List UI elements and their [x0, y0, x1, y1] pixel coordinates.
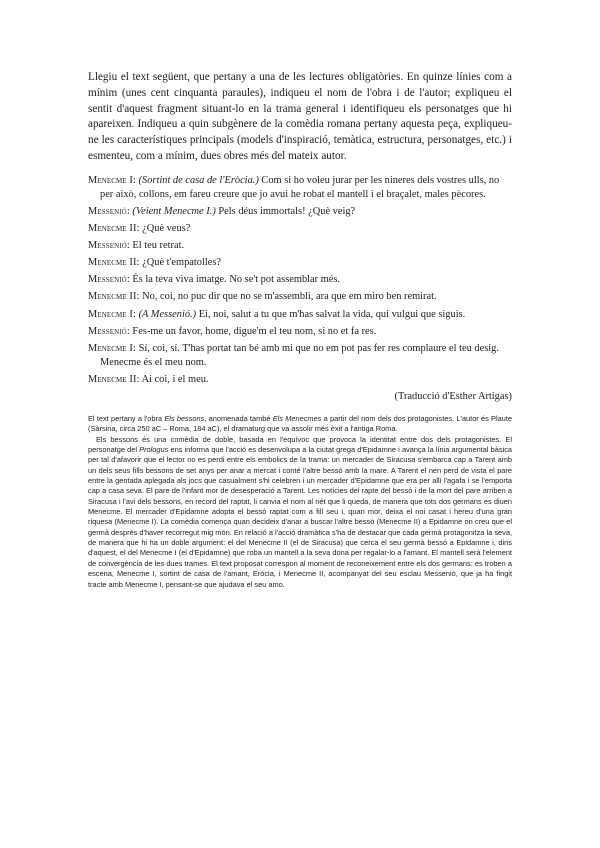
- speaker-name: Menecme I:: [88, 342, 136, 354]
- speaker-name: Messenió:: [88, 240, 130, 252]
- line-text: El teu retrat.: [132, 240, 185, 252]
- dialogue-line: [88, 222, 512, 236]
- line-text: Sí, coi, sí. T'has portat tan bé amb mi que no em pot pas fer res complaure el teu desig. Menecme és el meu nom.: [100, 342, 499, 368]
- dialogue-line: [88, 273, 512, 287]
- dialogue-line: [88, 342, 512, 370]
- answer-paragraph-2: Els bessons és una comèdia de doble, basada en l'equívoc que provoca la identitat entre dos dels protagonistes. El personatge del Prologus ens informa que l'acció es desenvolupa a la ciutat grega d'Epidamne i avança la línia argumental bàsica per tal d'afavorir que el lector no es perdi entre els embolics de la trama: un mercader de Siracusa s'embarca cap a Tarent amb un dels seus fills bessons de set anys per anar a mercat i conté l'altre bessó amb la mare. A Tarent el nen perd de vista el pare entre la gentada aplegada als jocs que casualment s'hi celebren i un mercader d'Epidamne que era per allí l'agafa i se l'emporta cap a casa seva. El pare de l'infant mor de desesperació a Tarent. Les notícies del rapte del bessó i de la mort del pare arriben a Siracusa i l'avi dels bessons, en record del raptat, li canvia el nom al nét que li queda, de manera que tots dos germans es diuen Menecme. El mercader d'Epidamne adopta el bessó raptat com a fill seu i, quan mor, deixa el noi casat i hereu d'una gran riquesa (Menecme I). La comèdia comença quan decideix d'anar a buscar l'altre bessó (Menecme II) a Epidamne on creu que el germà desprès d'haver recorregut mig món. En relació a l'acció dramàtica s'ha de destacar que cada germà protagonitza la seva, de manera que hi ha un doble argument: el del Menecme II (el de Siracusa) que cerca el seu germà bessó a Epidamne i, dins d'aquest, el del Menecme I (el d'Epidamne) que roba un mantell a la seva dona per regalar-lo a l'amant. El mantell serà l'element de convergència de les dues trames. El text proposat correspon al moment de reconeixement entre els dos germans: es troben a escena, Menecme I, sortint de casa de l'amant, Eròcia, i Menecme II, acompanyat del seu esclau Messenió, que ja ha fingit tracte amb Menecme I, pensant-se que ajudava el seu amo.: [88, 434, 513, 589]
- line-text: Ai coi, i el meu.: [141, 373, 209, 385]
- dialogue-line: [88, 174, 512, 202]
- speaker-name: Menecme II:: [88, 257, 140, 269]
- line-text: ¿Què veus?: [142, 223, 191, 235]
- dialogue-line: [88, 290, 512, 304]
- exam-page: [88, 70, 512, 590]
- dialogue-line: [88, 256, 512, 270]
- dialogue-line: [88, 239, 512, 253]
- speaker-name: Menecme I:: [88, 174, 136, 186]
- speaker-name: Messenió:: [88, 325, 130, 337]
- answer-text: [88, 414, 512, 590]
- answer-paragraph-1: El text pertany a l'obra Els bessons, anomenada també Els Menecmes a partir del nom dels dos protagonistes. L'autor és Plaute (Sàrsina, circa 250 aC – Roma, 184 aC), el dramaturg que va assolir més èxit a l'antiga Roma.: [88, 414, 513, 434]
- dialogue-line: [88, 308, 512, 322]
- speaker-name: Menecme II:: [88, 291, 140, 303]
- speaker-name: Menecme I:: [88, 308, 136, 320]
- stage-direction: (Veient Menecme I.): [132, 205, 216, 217]
- dialogue-line: [88, 373, 512, 387]
- translation-credit: (Traducció d'Esther Artigas): [394, 391, 512, 402]
- speaker-name: Menecme II:: [88, 223, 140, 235]
- stage-direction: (A Messenió.): [138, 308, 197, 320]
- question-prompt: Llegiu el text següent, que pertany a una de les lectures obligatòries. En quinze línies com a mínim (unes cent cinquanta paraules), indiqueu el nom de l'obra i de l'autor; expliqueu el sentit d'aquest fragment situant-lo en la trama general i identifiqueu els personatges que hi apareixen. Indiqueu a quin subgènere de la comèdia romana pertany aquesta peça, expliqueu-ne les característiques principals (models d'inspiració, temàtica, estructura, personatges, etc.) i esmenteu, com a mínim, dues obres més del mateix autor.: [88, 71, 512, 162]
- speaker-name: Menecme II:: [88, 373, 140, 385]
- dialogue-line: [88, 325, 512, 339]
- dialogue-line: [88, 205, 512, 219]
- line-text: Ei, noi, salut a tu que m'has salvat la vida, qui vulgui que siguis.: [196, 308, 466, 320]
- speaker-name: Messenió:: [88, 274, 130, 286]
- dialogue-excerpt: [88, 174, 512, 387]
- line-text: Com si ho voleu jurar per les nineres dels vostres ulls, no per això, collons, em fareu creure que jo avui he robat el mantell i el braçalet, males pècores.: [100, 174, 500, 200]
- line-text: Pels déus immortals! ¿Què veig?: [215, 205, 356, 217]
- line-text: No, coi, no puc dir que no se m'assembli, ara que em miro ben remirat.: [142, 291, 437, 303]
- line-text: Fes-me un favor, home, digue'm el teu nom, si no et fa res.: [132, 325, 377, 337]
- line-text: ¿Què t'empatolles?: [142, 257, 222, 269]
- stage-direction: (Sortint de casa de l'Eròcia.): [138, 174, 259, 186]
- line-text: És la teva viva imatge. No se't pot assemblar més.: [132, 274, 341, 286]
- speaker-name: Messenió:: [88, 205, 130, 217]
